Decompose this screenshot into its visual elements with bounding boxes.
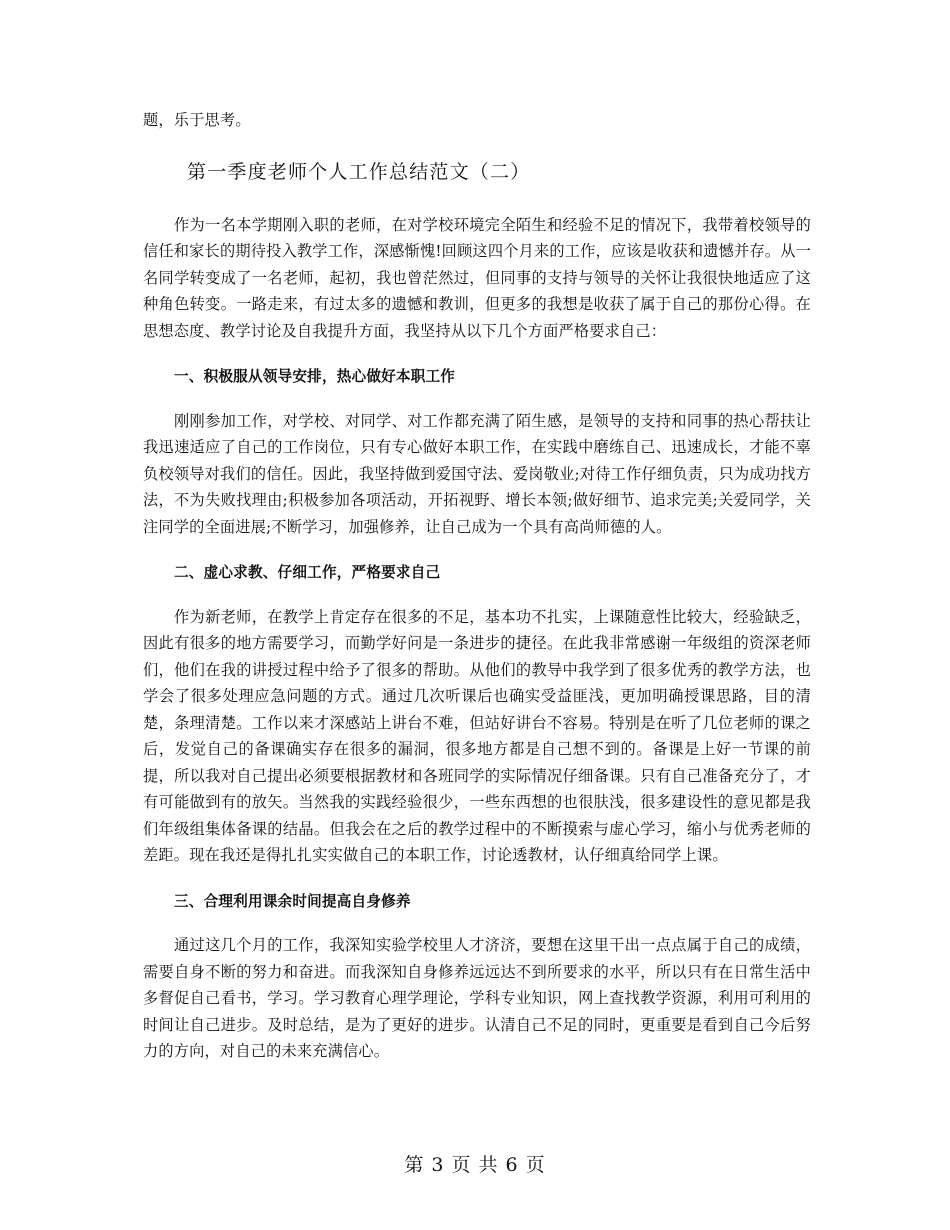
section-heading-2: 二、虚心求教、仔细工作，严格要求自己	[174, 564, 441, 581]
section-body-3: 通过这几个月的工作，我深知实验学校里人才济济，要想在这里干出一点点属于自己的成绩，需要自身不断的努力和奋进。而我深知自身修养远远达不到所要求的水平，所以只有在日常生活中多督促自己看书，学习。学习教育心理学理论，学科专业知识，网上查找教学资源，利用可利用的时间让自己进步。及时总结，是为了更好的进步。认清自己不足的同时，更重要是看到自己今后努力的方向，对自己的未来充满信心。	[143, 936, 811, 1060]
section-body-1: 刚刚参加工作，对学校、对同学、对工作都充满了陌生感，是领导的支持和同事的热心帮扶让我迅速适应了自己的工作岗位，只有专心做好本职工作，在实践中磨练自己、迅速成长，才能不辜负校领导对我们的信任。因此，我坚持做到爱国守法、爱岗敬业;对待工作仔细负责，只为成功找方法，不为失败找理由;积极参加各项活动，开拓视野、增长本领;做好细节、追求完美;关爱同学，关注同学的全面进展;不断学习，加强修养，让自己成为一个具有高尚师德的人。	[143, 411, 811, 536]
section-heading-3: 三、合理利用课余时间提高自身修养	[174, 892, 411, 910]
document-title: 第一季度老师个人工作总结范文（二）	[187, 160, 531, 183]
document-body	[143, 107, 811, 1065]
page-number-footer: 第 3 页 共 6 页	[404, 1154, 546, 1176]
lead-fragment: 题，乐于思考。	[143, 111, 251, 129]
section-body-2: 作为新老师，在教学上肯定存在很多的不足，基本功不扎实，上课随意性比较大，经验缺乏，因此有很多的地方需要学习，而勤学好问是一条进步的捷径。在此我非常感谢一年级组的资深老师们，他们在我的讲授过程中给予了很多的帮助。从他们的教导中我学到了很多优秀的教学方法，也学会了很多处理应急问题的方式。通过几次听课后也确实受益匪浅，更加明确授课思路，目的清楚，条理清楚。工作以来才深感站上讲台不难，但站好讲台不容易。特别是在听了几位老师的课之后，发觉自己的备课确实存在很多的漏洞，很多地方都是自己想不到的。备课是上好一节课的前提，所以我对自己提出必须要根据教材和各班同学的实际情况仔细备课。只有自己准备充分了，才有可能做到有的放矢。当然我的实践经验很少，一些东西想的也很肤浅，很多建设性的意见都是我们年级组集体备课的结晶。但我会在之后的教学过程中的不断摸索与虚心学习，缩小与优秀老师的差距。现在我还是得扎扎实实做自己的本职工作，讨论透教材，认仔细真给同学上课。	[143, 607, 811, 864]
section-heading-1: 一、积极服从领导安排，热心做好本职工作	[174, 368, 456, 385]
intro-paragraph: 作为一名本学期刚入职的老师，在对学校环境完全陌生和经验不足的情况下，我带着校领导的信任和家长的期待投入教学工作，深感惭愧!回顾这四个月来的工作，应该是收获和遗憾并存。从一名同学转变成了一名老师，起初，我也曾茫然过，但同事的支持与领导的关怀让我很快地适应了这种角色转变。一路走来，有过太多的遗憾和教训，但更多的我想是收获了属于自己的那份心得。在思想态度、教学讨论及自我提升方面，我坚持从以下几个方面严格要求自己：	[143, 215, 811, 340]
